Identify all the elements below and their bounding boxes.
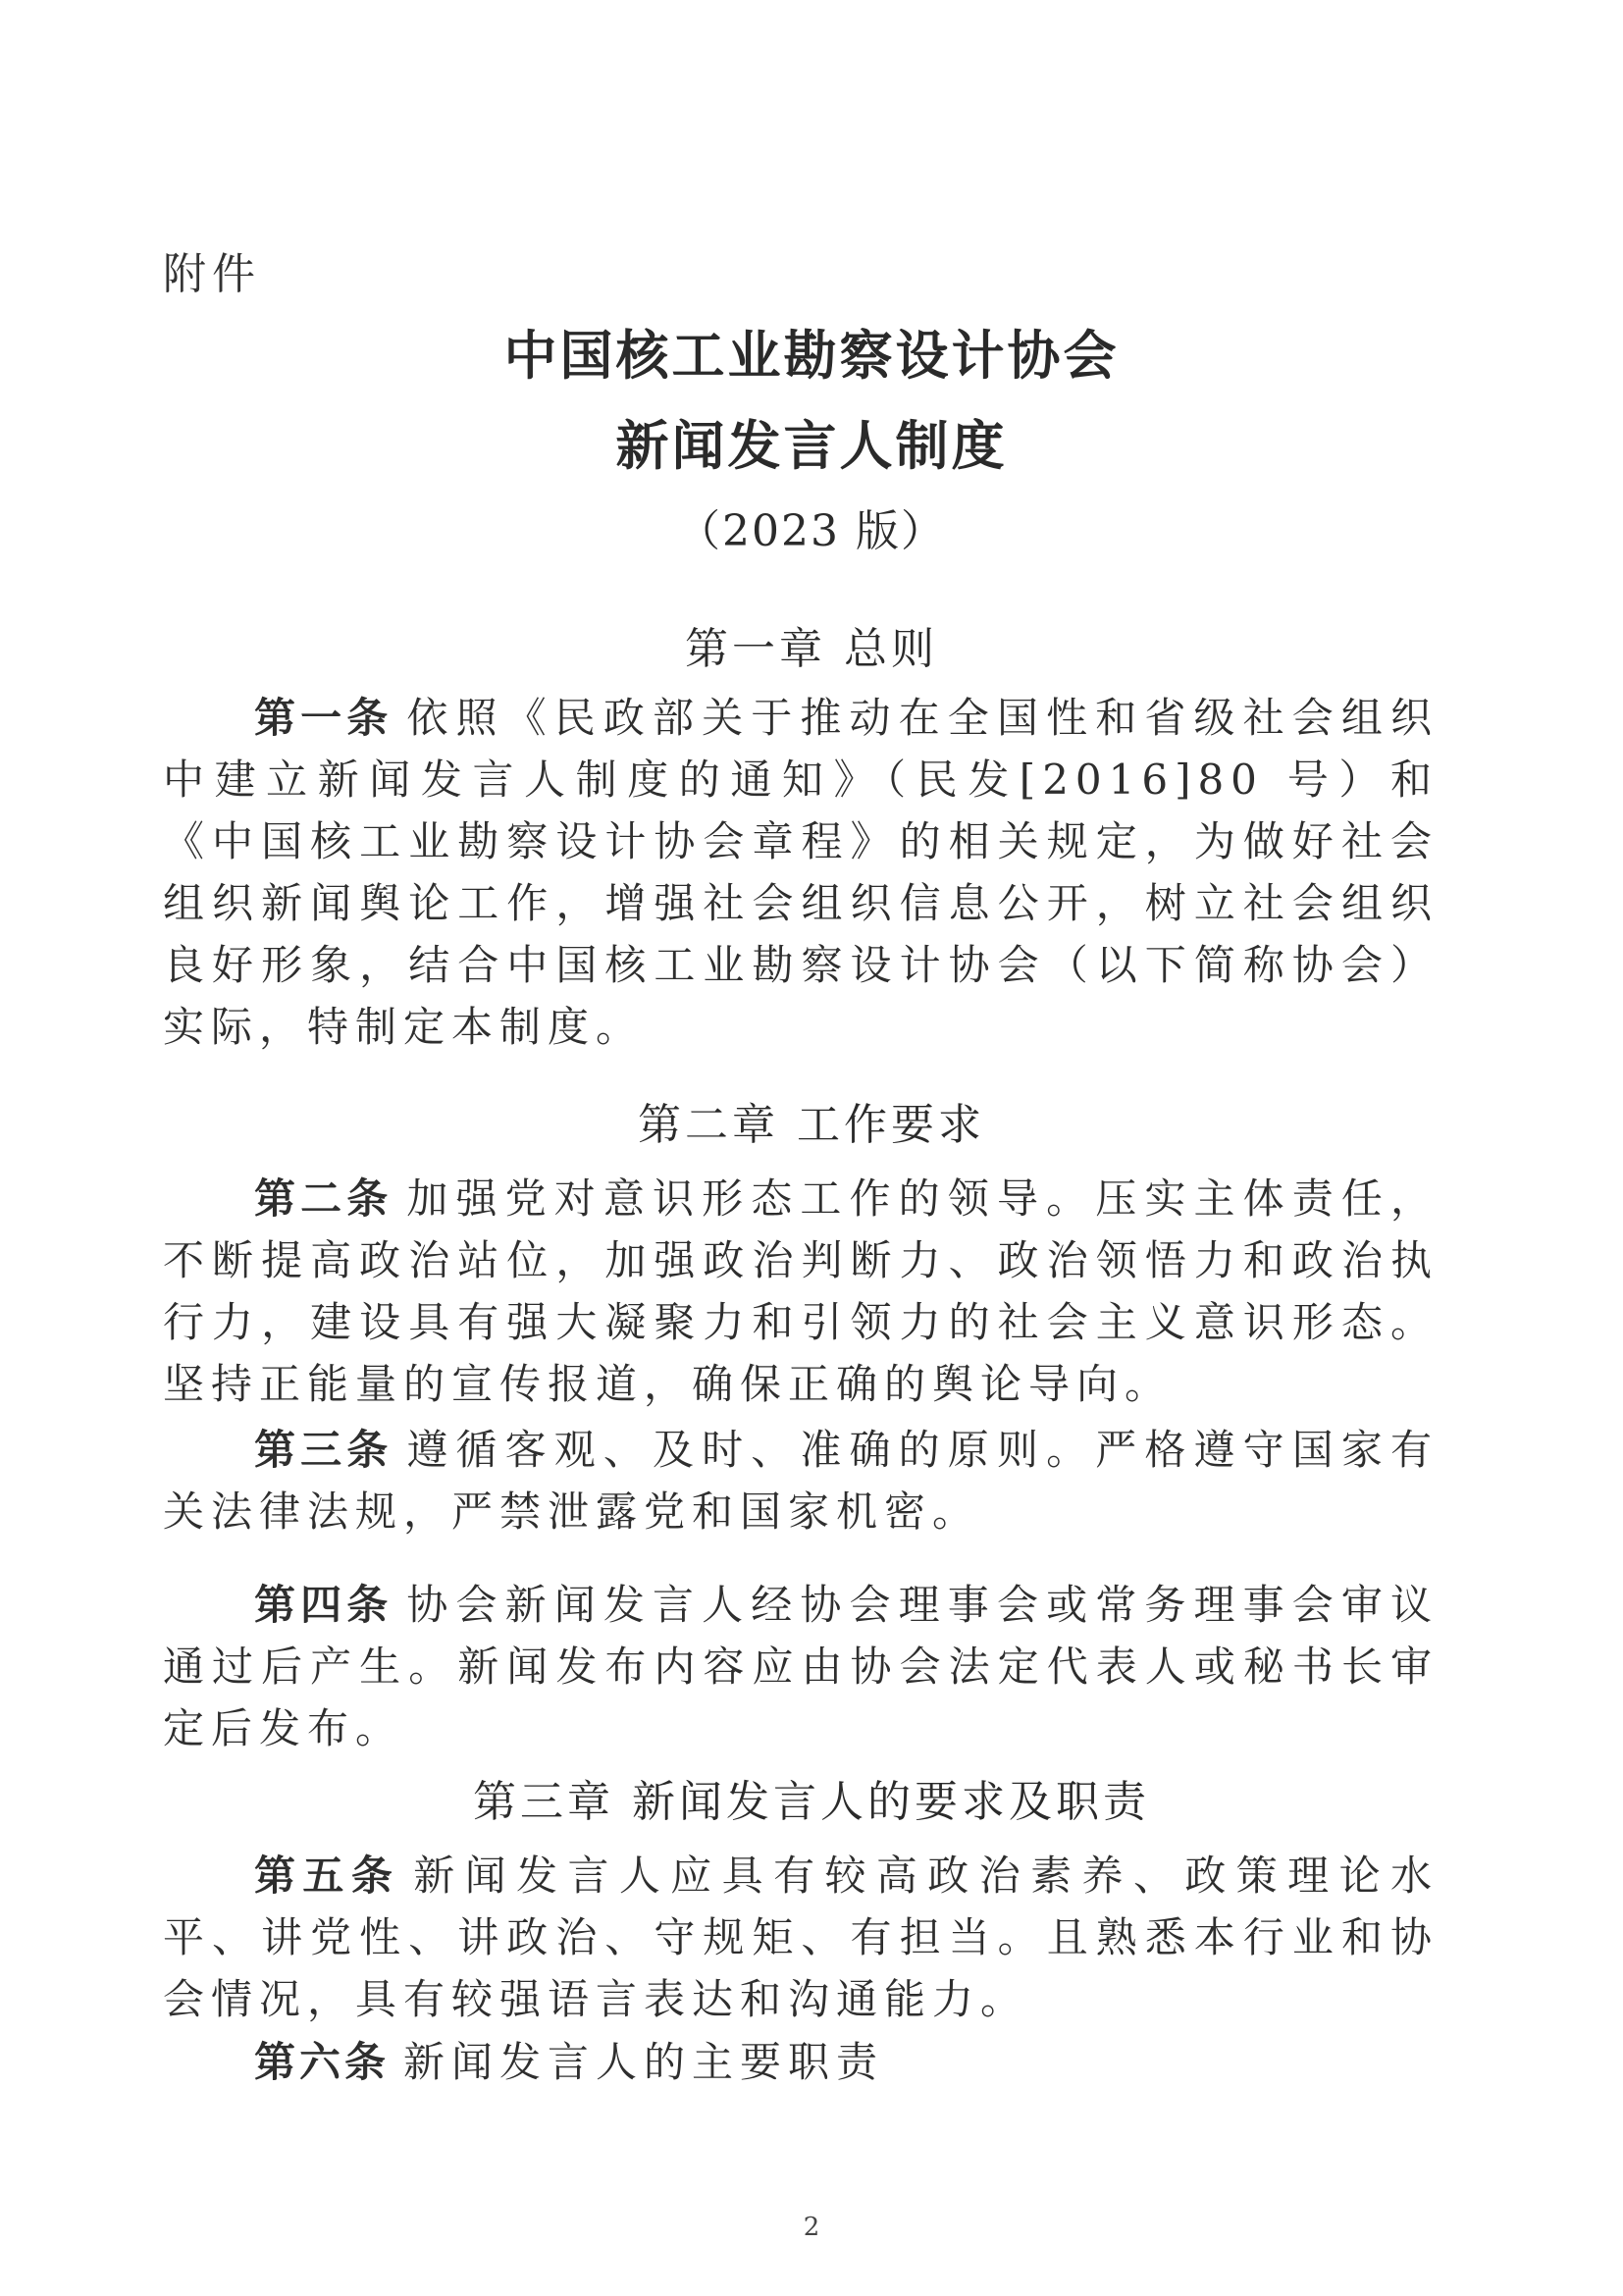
- article-2-label: 第二条: [254, 1174, 393, 1223]
- article-6-text: 新闻发言人的主要职责: [403, 2038, 885, 2086]
- article-1: [163, 687, 1439, 1058]
- chapter-heading-2: 第二章 工作要求: [638, 1100, 985, 1150]
- article-2-text: 加强党对意识形态工作的领导。压实主体责任，不断提高政治站位，加强政治判断力、政治领悟力和政治执行力，建设具有强大凝聚力和引领力的社会主义意识形态。坚持正能量的宣传报道，确保正确的舆论导向。: [163, 1174, 1439, 1408]
- article-5: [163, 1845, 1439, 2030]
- article-4-text: 协会新闻发言人经协会理事会或常务理事会审议通过后产生。新闻发布内容应由协会法定代表人或秘书长审定后发布。: [163, 1581, 1439, 1752]
- chapter-heading-1: 第一章 总则: [685, 624, 938, 674]
- article-3-label: 第三条: [254, 1426, 393, 1474]
- document-version: （2023 版）: [677, 506, 946, 556]
- article-3-text: 遵循客观、及时、准确的原则。严格遵守国家有关法律法规，严禁泄露党和国家机密。: [163, 1426, 1439, 1536]
- chapter-heading-3: 第三章 新闻发言人的要求及职责: [473, 1777, 1150, 1827]
- article-1-text: 依照《民政部关于推动在全国性和省级社会组织中建立新闻发言人制度的通知》（民发[2016]80 号）和《中国核工业勘察设计协会章程》的相关规定，为做好社会组织新闻舆论工作，增强社会组织信息公开，树立社会组织良好形象，结合中国核工业勘察设计协会（以下简称协会）实际，特制定本制度。: [163, 694, 1439, 1051]
- article-4-label: 第四条: [254, 1581, 393, 1629]
- article-2: [163, 1168, 1439, 1415]
- article-1-label: 第一条: [254, 694, 393, 742]
- article-6-label: 第六条: [254, 2038, 391, 2086]
- article-5-label: 第五条: [254, 1852, 400, 1900]
- article-6: [163, 2031, 1439, 2093]
- document-title-system: 新闻发言人制度: [615, 414, 1008, 477]
- annex-label: 附件: [163, 249, 261, 299]
- article-4: [163, 1574, 1439, 1759]
- page-number: 2: [803, 2213, 820, 2242]
- document-title-organization: 中国核工业勘察设计协会: [503, 324, 1120, 387]
- article-3: [163, 1419, 1439, 1542]
- article-5-text: 新闻发言人应具有较高政治素养、政策理论水平、讲党性、讲政治、守规矩、有担当。且熟悉本行业和协会情况，具有较强语言表达和沟通能力。: [163, 1852, 1439, 2023]
